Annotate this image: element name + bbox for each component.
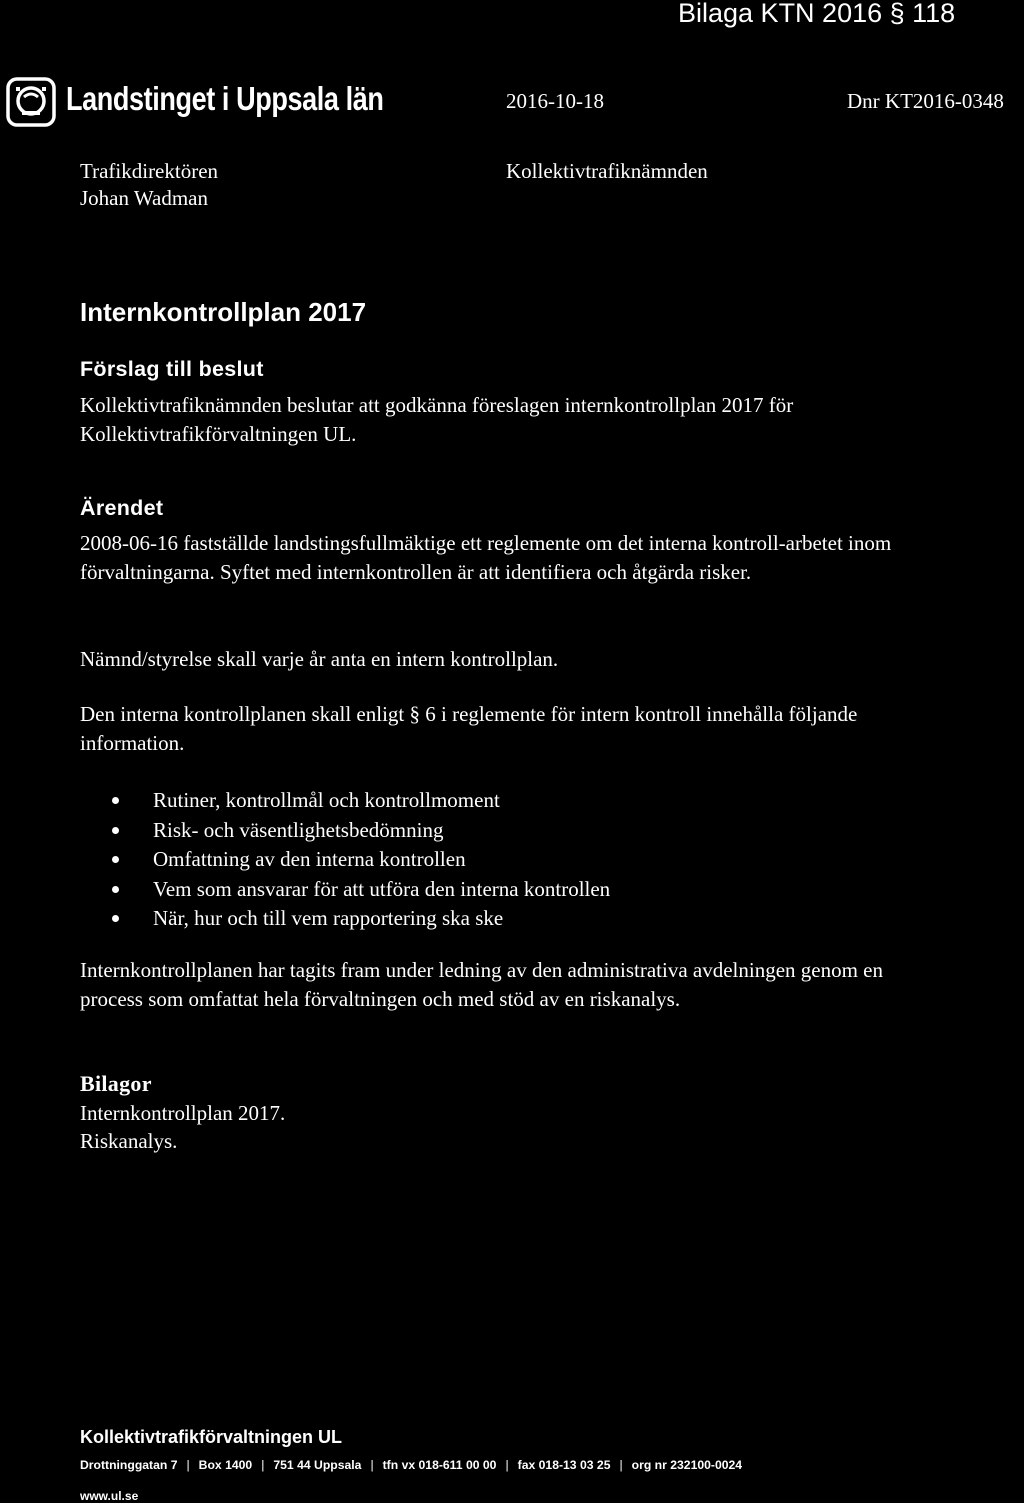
arendet-paragraph-4: Internkontrollplanen har tagits fram under ledning av den administrativa avdelningen genom en process som omfattat hela förvaltningen och med stöd av en riskanalys. xyxy=(80,958,884,1011)
footer-separator: | xyxy=(370,1458,374,1472)
footer-phone: tfn vx 018-611 00 00 xyxy=(382,1458,497,1472)
list-item: Rutiner, kontrollmål och kontrollmoment xyxy=(112,786,610,816)
sender-name: Johan Wadman xyxy=(80,186,208,210)
document-number: Dnr KT2016-0348 xyxy=(847,89,1004,113)
recipient: Kollektivtrafiknämnden xyxy=(506,159,708,183)
list-item: Risk- och väsentlighetsbedömning xyxy=(112,816,610,846)
bullet-icon xyxy=(112,827,119,834)
attachment-item: Internkontrollplan 2017. xyxy=(80,1101,286,1125)
decision-paragraph: Kollektivtrafiknämnden beslutar att godkänna föreslagen internkontrollplan 2017 för Kollektivtrafikförvaltningen UL. xyxy=(80,393,794,446)
document-title: Internkontrollplan 2017 xyxy=(80,297,367,327)
footer-separator: | xyxy=(619,1458,623,1472)
list-item: Vem som ansvarar för att utföra den interna kontrollen xyxy=(112,875,610,905)
sender-title: Trafikdirektören xyxy=(80,159,219,183)
section-heading-arendet: Ärendet xyxy=(80,496,164,520)
footer-website-link[interactable]: www.ul.se xyxy=(80,1489,139,1503)
footer-contact-line xyxy=(80,1458,742,1472)
list-item: Omfattning av den interna kontrollen xyxy=(112,845,610,875)
footer-box: Box 1400 xyxy=(198,1458,253,1472)
arendet-paragraph-1: 2008-06-16 fastställde landstingsfullmäktige ett reglemente om det interna kontroll-arbetet inom förvaltningarna. Syftet med internkontrollen är att identifiera och åtgärda risker. xyxy=(80,531,892,584)
landsting-logo-icon xyxy=(6,77,56,127)
footer-fax: fax 018-13 03 25 xyxy=(517,1458,611,1472)
footer-postal: 751 44 Uppsala xyxy=(273,1458,362,1472)
list-item: När, hur och till vem rapportering ska ske xyxy=(112,904,610,934)
footer-separator: | xyxy=(505,1458,509,1472)
bullet-icon xyxy=(112,856,119,863)
organization-name: Landstinget i Uppsala län xyxy=(66,80,384,117)
footer-separator: | xyxy=(186,1458,190,1472)
section-heading-forslag: Förslag till beslut xyxy=(80,357,264,381)
section-heading-bilagor: Bilagor xyxy=(80,1071,152,1096)
bullet-icon xyxy=(112,915,119,922)
footer-organization: Kollektivtrafikförvaltningen UL xyxy=(80,1427,343,1447)
document-date: 2016-10-18 xyxy=(506,89,604,113)
bullet-icon xyxy=(112,886,119,893)
arendet-paragraph-2: Nämnd/styrelse skall varje år anta en intern kontrollplan. xyxy=(80,647,559,671)
bullet-list xyxy=(112,786,610,934)
arendet-paragraph-3: Den interna kontrollplanen skall enligt § 6 i reglemente för intern kontroll innehålla följande information. xyxy=(80,702,858,755)
footer-address: Drottninggatan 7 xyxy=(80,1458,178,1472)
attachments-list xyxy=(80,1099,285,1155)
footer-separator: | xyxy=(261,1458,265,1472)
footer-org-number: org nr 232100-0024 xyxy=(631,1458,743,1472)
attachment-item: Riskanalys. xyxy=(80,1129,178,1153)
attachment-stamp: Bilaga KTN 2016 § 118 xyxy=(678,0,956,28)
bullet-icon xyxy=(112,797,119,804)
